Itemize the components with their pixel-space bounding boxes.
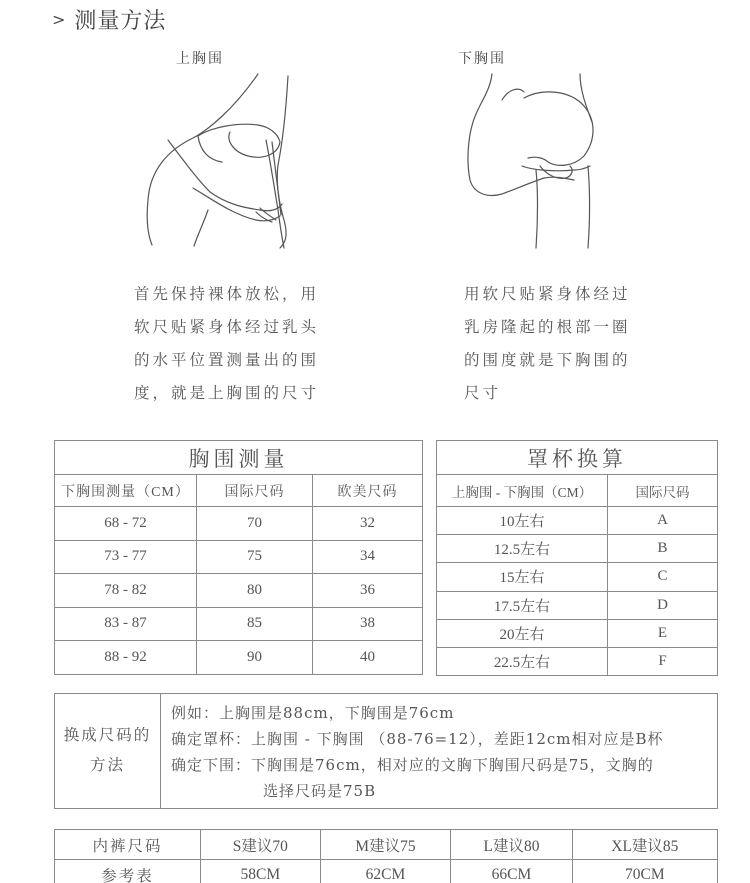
lower-bust-description [464, 278, 631, 410]
table-cell: 15左右 [437, 563, 608, 591]
conversion-label-line: 换成尺码的 [63, 726, 152, 744]
table-cell: 88 - 92 [55, 641, 197, 675]
table-cell: 90 [197, 641, 313, 675]
table-cell: 32 [313, 507, 423, 541]
upper-desc-line: 软尺贴紧身体经过乳头 [134, 318, 320, 336]
table-row [437, 591, 718, 619]
table-row [55, 607, 423, 641]
table-cell: 36 [313, 574, 423, 608]
conversion-line: 确定下围：下胸围是76cm，相对应的文胸下胸围尺码是75，文胸的 [171, 756, 654, 774]
column-header: 下胸围测量（CM） [55, 475, 197, 507]
table-row [55, 507, 423, 541]
table-cell: 34 [313, 540, 423, 574]
upper-bust-description [134, 278, 319, 410]
upper-desc-line: 首先保持裸体放松，用 [134, 285, 320, 303]
table-title: 胸围测量 [55, 441, 423, 475]
table-row [55, 860, 718, 883]
table-cell: 62CM [320, 860, 451, 883]
conversion-text [171, 700, 664, 804]
upper-desc-line: 度，就是上胸围的尺寸 [134, 384, 320, 402]
lower-desc-line: 乳房隆起的根部一圈 [464, 318, 631, 336]
table-cell: 68 - 72 [55, 507, 197, 541]
table-row [55, 574, 423, 608]
table-cell: 75 [197, 540, 313, 574]
table-cell: B [608, 535, 718, 563]
column-header: 上胸围 - 下胸围（CM） [437, 475, 608, 507]
conversion-line: 确定罩杯：上胸围 - 下胸围 （88-76=12），差距12cm相对应是B杯 [171, 730, 664, 748]
table-row [437, 647, 718, 675]
column-header: 国际尺码 [608, 475, 718, 507]
table-cell: 78 - 82 [55, 574, 197, 608]
lower-desc-line: 尺寸 [464, 384, 502, 402]
table-cell: L建议80 [451, 830, 572, 860]
table-cell: 66CM [451, 860, 572, 883]
table-cell: M建议75 [320, 830, 451, 860]
table-row [55, 830, 718, 860]
upper-bust-label: 上胸围 [176, 51, 224, 67]
table-cell: S建议70 [201, 830, 321, 860]
column-header: 国际尺码 [197, 475, 313, 507]
table-cell: 20左右 [437, 619, 608, 647]
table-cell: 38 [313, 607, 423, 641]
lower-bust-illustration [462, 70, 612, 250]
upper-desc-line: 的水平位置测量出的围 [134, 351, 320, 369]
table-row [55, 641, 423, 675]
lower-desc-line: 用软尺贴紧身体经过 [464, 285, 631, 303]
underwear-label: 内裤尺码 [55, 830, 201, 860]
lower-desc-line: 的围度就是下胸围的 [464, 351, 631, 369]
cup-conversion-table [436, 440, 718, 676]
table-cell: 10左右 [437, 507, 608, 535]
table-cell: XL建议85 [572, 830, 717, 860]
section-title: 测量方法 [74, 9, 167, 34]
table-row [437, 619, 718, 647]
table-row [437, 563, 718, 591]
table-cell: 70 [197, 507, 313, 541]
table-row [437, 535, 718, 563]
table-cell: A [608, 507, 718, 535]
table-cell: 70CM [572, 860, 717, 883]
table-cell: 73 - 77 [55, 540, 197, 574]
conversion-line: 例如：上胸围是88cm，下胸围是76cm [171, 704, 455, 722]
table-cell: 12.5左右 [437, 535, 608, 563]
bust-measurement-table [54, 440, 423, 675]
table-cell: F [608, 647, 718, 675]
conversion-method-box [54, 693, 718, 809]
table-cell: 80 [197, 574, 313, 608]
table-cell: 22.5左右 [437, 647, 608, 675]
underwear-size-table [54, 829, 718, 883]
table-cell: D [608, 591, 718, 619]
conversion-label [55, 694, 161, 808]
table-cell: 17.5左右 [437, 591, 608, 619]
conversion-label-line: 方法 [89, 756, 125, 774]
table-cell: 83 - 87 [55, 607, 197, 641]
section-header [52, 4, 166, 35]
table-row [437, 507, 718, 535]
table-title: 罩杯换算 [437, 441, 718, 475]
underwear-label: 参考表 [55, 860, 201, 883]
table-cell: 85 [197, 607, 313, 641]
column-header: 欧美尺码 [313, 475, 423, 507]
table-cell: 40 [313, 641, 423, 675]
table-cell: 58CM [201, 860, 321, 883]
table-row [55, 540, 423, 574]
upper-bust-illustration [138, 70, 318, 250]
conversion-line: 选择尺码是75B [263, 782, 377, 800]
lower-bust-label: 下胸围 [458, 51, 506, 67]
chevron-right-icon: > [52, 10, 67, 29]
table-cell: E [608, 619, 718, 647]
table-cell: C [608, 563, 718, 591]
